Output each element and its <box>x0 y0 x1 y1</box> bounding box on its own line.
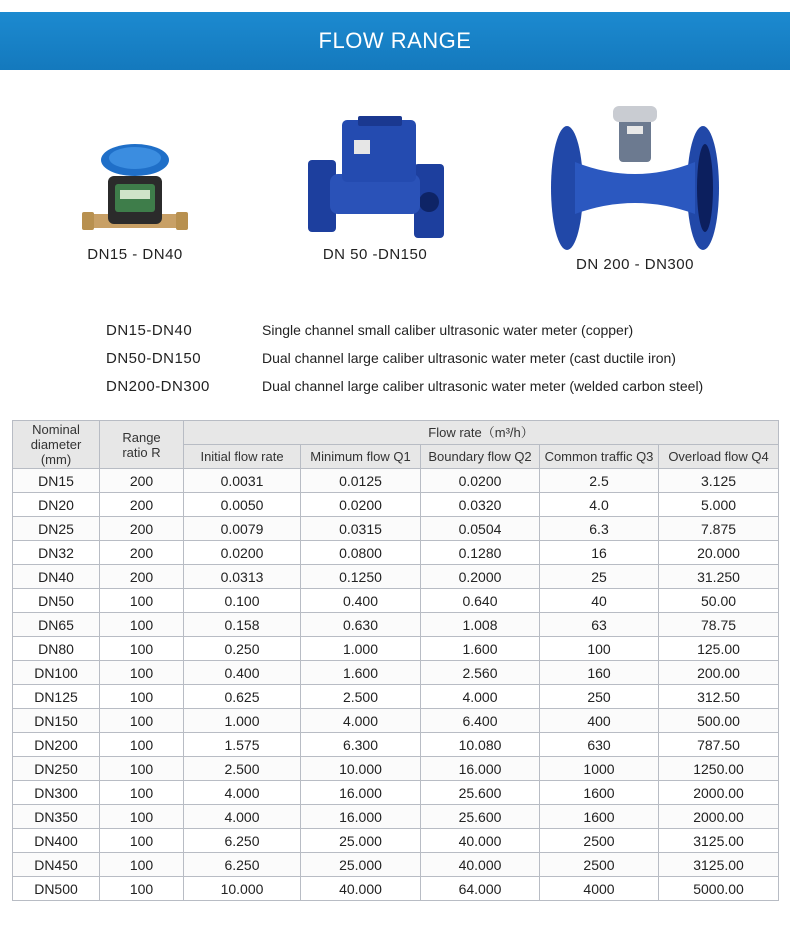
table-cell: 0.100 <box>184 589 301 613</box>
table-cell: DN15 <box>13 469 100 493</box>
table-cell: 1.600 <box>421 637 540 661</box>
table-cell: 78.75 <box>659 613 779 637</box>
table-cell: 100 <box>100 637 184 661</box>
table-row <box>13 685 779 709</box>
product-small-meter <box>80 140 190 263</box>
welded-steel-meter-image <box>545 98 725 250</box>
table-cell: 100 <box>100 733 184 757</box>
table-cell: 7.875 <box>659 517 779 541</box>
table-cell: DN300 <box>13 781 100 805</box>
table-cell: 100 <box>100 685 184 709</box>
table-cell: DN20 <box>13 493 100 517</box>
table-row <box>13 781 779 805</box>
table-cell: 0.1250 <box>301 565 421 589</box>
table-cell: 200.00 <box>659 661 779 685</box>
table-cell: 200 <box>100 565 184 589</box>
table-cell: DN65 <box>13 613 100 637</box>
table-cell: 0.0079 <box>184 517 301 541</box>
table-cell: 0.0320 <box>421 493 540 517</box>
table-cell: 3125.00 <box>659 853 779 877</box>
table-cell: 2.500 <box>301 685 421 709</box>
header-overload-flow: Overload flow Q4 <box>659 445 779 469</box>
table-cell: 100 <box>100 829 184 853</box>
table-cell: DN100 <box>13 661 100 685</box>
table-cell: 787.50 <box>659 733 779 757</box>
legend-range: DN15-DN40 <box>106 321 193 339</box>
table-cell: 6.400 <box>421 709 540 733</box>
legend-row <box>106 372 766 400</box>
table-cell: 10.000 <box>184 877 301 901</box>
table-cell: 1.600 <box>301 661 421 685</box>
table-cell: 100 <box>100 853 184 877</box>
table-cell: 1.000 <box>301 637 421 661</box>
table-cell: 0.0125 <box>301 469 421 493</box>
product-legend <box>106 316 766 400</box>
table-cell: 0.0031 <box>184 469 301 493</box>
table-cell: 0.630 <box>301 613 421 637</box>
table-cell: 40.000 <box>421 829 540 853</box>
table-cell: 1250.00 <box>659 757 779 781</box>
table-cell: 100 <box>100 757 184 781</box>
table-cell: 100 <box>100 589 184 613</box>
table-cell: 63 <box>540 613 659 637</box>
table-row <box>13 637 779 661</box>
table-cell: 16.000 <box>421 757 540 781</box>
table-cell: 25.000 <box>301 829 421 853</box>
table-cell: 200 <box>100 469 184 493</box>
table-cell: 16 <box>540 541 659 565</box>
table-cell: 1.575 <box>184 733 301 757</box>
table-cell: 1000 <box>540 757 659 781</box>
table-cell: DN150 <box>13 709 100 733</box>
header-range-ratio: Range ratio R <box>100 421 184 469</box>
table-row <box>13 661 779 685</box>
header-common-traffic: Common traffic Q3 <box>540 445 659 469</box>
table-cell: 100 <box>100 877 184 901</box>
table-cell: 2.560 <box>421 661 540 685</box>
table-cell: 0.400 <box>301 589 421 613</box>
table-cell: DN400 <box>13 829 100 853</box>
table-cell: 25.000 <box>301 853 421 877</box>
header-initial-flow-rate: Initial flow rate <box>184 445 301 469</box>
table-cell: 5000.00 <box>659 877 779 901</box>
legend-description: Dual channel large caliber ultrasonic water meter (cast ductile iron) <box>262 350 676 366</box>
table-cell: DN25 <box>13 517 100 541</box>
table-row <box>13 829 779 853</box>
table-cell: 6.250 <box>184 853 301 877</box>
table-cell: DN125 <box>13 685 100 709</box>
header-flow-rate: Flow rate（m³/h） <box>184 421 779 445</box>
table-row <box>13 517 779 541</box>
table-row <box>13 493 779 517</box>
table-cell: 25 <box>540 565 659 589</box>
table-cell: DN80 <box>13 637 100 661</box>
table-cell: 3.125 <box>659 469 779 493</box>
table-cell: 100 <box>100 781 184 805</box>
legend-description: Dual channel large caliber ultrasonic water meter (welded carbon steel) <box>262 378 704 394</box>
table-cell: 0.625 <box>184 685 301 709</box>
legend-row <box>106 316 766 344</box>
table-cell: 400 <box>540 709 659 733</box>
table-cell: DN450 <box>13 853 100 877</box>
legend-row <box>106 344 766 372</box>
header-minimum-flow: Minimum flow Q1 <box>301 445 421 469</box>
table-cell: 0.0504 <box>421 517 540 541</box>
table-row <box>13 565 779 589</box>
table-cell: 2000.00 <box>659 781 779 805</box>
table-cell: 2000.00 <box>659 805 779 829</box>
table-cell: 1600 <box>540 805 659 829</box>
table-cell: 3125.00 <box>659 829 779 853</box>
legend-description: Single channel small caliber ultrasonic water meter (copper) <box>262 322 634 338</box>
table-cell: 500.00 <box>659 709 779 733</box>
table-cell: 0.0200 <box>184 541 301 565</box>
table-cell: 100 <box>100 661 184 685</box>
header-nominal-diameter: Nominal diameter (mm) <box>13 421 100 469</box>
product-large-meter <box>545 98 725 273</box>
table-cell: DN350 <box>13 805 100 829</box>
table-cell: 0.0315 <box>301 517 421 541</box>
table-cell: 100 <box>100 805 184 829</box>
table-row <box>13 469 779 493</box>
table-cell: 4000 <box>540 877 659 901</box>
cast-iron-meter-image <box>300 112 450 240</box>
table-cell: 25.600 <box>421 781 540 805</box>
flow-range-table <box>12 420 779 901</box>
table-cell: 1600 <box>540 781 659 805</box>
table-cell: 2500 <box>540 853 659 877</box>
table-cell: DN250 <box>13 757 100 781</box>
table-cell: 0.158 <box>184 613 301 637</box>
table-cell: 0.1280 <box>421 541 540 565</box>
table-cell: 630 <box>540 733 659 757</box>
table-cell: 200 <box>100 541 184 565</box>
table-cell: 4.000 <box>301 709 421 733</box>
table-cell: 100 <box>100 709 184 733</box>
table-cell: 4.000 <box>184 805 301 829</box>
table-cell: 4.000 <box>184 781 301 805</box>
table-cell: 10.080 <box>421 733 540 757</box>
table-row <box>13 589 779 613</box>
table-cell: DN500 <box>13 877 100 901</box>
table-cell: 4.0 <box>540 493 659 517</box>
table-row <box>13 733 779 757</box>
legend-range: DN50-DN150 <box>106 349 202 367</box>
table-cell: 160 <box>540 661 659 685</box>
table-cell: 2.500 <box>184 757 301 781</box>
table-cell: 0.2000 <box>421 565 540 589</box>
table-row <box>13 853 779 877</box>
product-caption: DN 200 - DN300 <box>576 256 694 273</box>
table-cell: 40.000 <box>301 877 421 901</box>
table-cell: 1.008 <box>421 613 540 637</box>
table-cell: DN50 <box>13 589 100 613</box>
table-cell: 125.00 <box>659 637 779 661</box>
table-cell: 1.000 <box>184 709 301 733</box>
header-boundary-flow: Boundary flow Q2 <box>421 445 540 469</box>
table-cell: 0.0313 <box>184 565 301 589</box>
table-row <box>13 709 779 733</box>
table-cell: 0.0800 <box>301 541 421 565</box>
table-cell: 64.000 <box>421 877 540 901</box>
table-cell: 200 <box>100 493 184 517</box>
page-title: FLOW RANGE <box>0 12 790 70</box>
table-cell: 16.000 <box>301 781 421 805</box>
table-cell: 250 <box>540 685 659 709</box>
table-cell: DN40 <box>13 565 100 589</box>
legend-range: DN200-DN300 <box>106 377 210 395</box>
table-cell: 50.00 <box>659 589 779 613</box>
table-cell: 4.000 <box>421 685 540 709</box>
table-cell: 5.000 <box>659 493 779 517</box>
table-row <box>13 805 779 829</box>
table-cell: 0.250 <box>184 637 301 661</box>
table-row <box>13 613 779 637</box>
table-row <box>13 757 779 781</box>
table-cell: DN32 <box>13 541 100 565</box>
table-cell: 6.3 <box>540 517 659 541</box>
table-cell: 6.250 <box>184 829 301 853</box>
table-cell: DN200 <box>13 733 100 757</box>
product-medium-meter <box>300 112 450 263</box>
table-cell: 0.0200 <box>421 469 540 493</box>
table-cell: 16.000 <box>301 805 421 829</box>
product-caption: DN 50 -DN150 <box>322 246 428 263</box>
table-row <box>13 877 779 901</box>
table-cell: 100 <box>540 637 659 661</box>
table-body <box>13 469 779 901</box>
table-cell: 100 <box>100 613 184 637</box>
table-cell: 40 <box>540 589 659 613</box>
table-cell: 0.400 <box>184 661 301 685</box>
table-cell: 31.250 <box>659 565 779 589</box>
table-cell: 200 <box>100 517 184 541</box>
table-row <box>13 541 779 565</box>
table-cell: 40.000 <box>421 853 540 877</box>
table-cell: 20.000 <box>659 541 779 565</box>
product-caption: DN15 - DN40 <box>87 246 183 263</box>
table-cell: 0.0200 <box>301 493 421 517</box>
table-cell: 2.5 <box>540 469 659 493</box>
table-cell: 2500 <box>540 829 659 853</box>
table-cell: 0.640 <box>421 589 540 613</box>
table-cell: 10.000 <box>301 757 421 781</box>
table-cell: 312.50 <box>659 685 779 709</box>
table-cell: 25.600 <box>421 805 540 829</box>
table-cell: 0.0050 <box>184 493 301 517</box>
copper-meter-image <box>80 140 190 240</box>
table-cell: 6.300 <box>301 733 421 757</box>
